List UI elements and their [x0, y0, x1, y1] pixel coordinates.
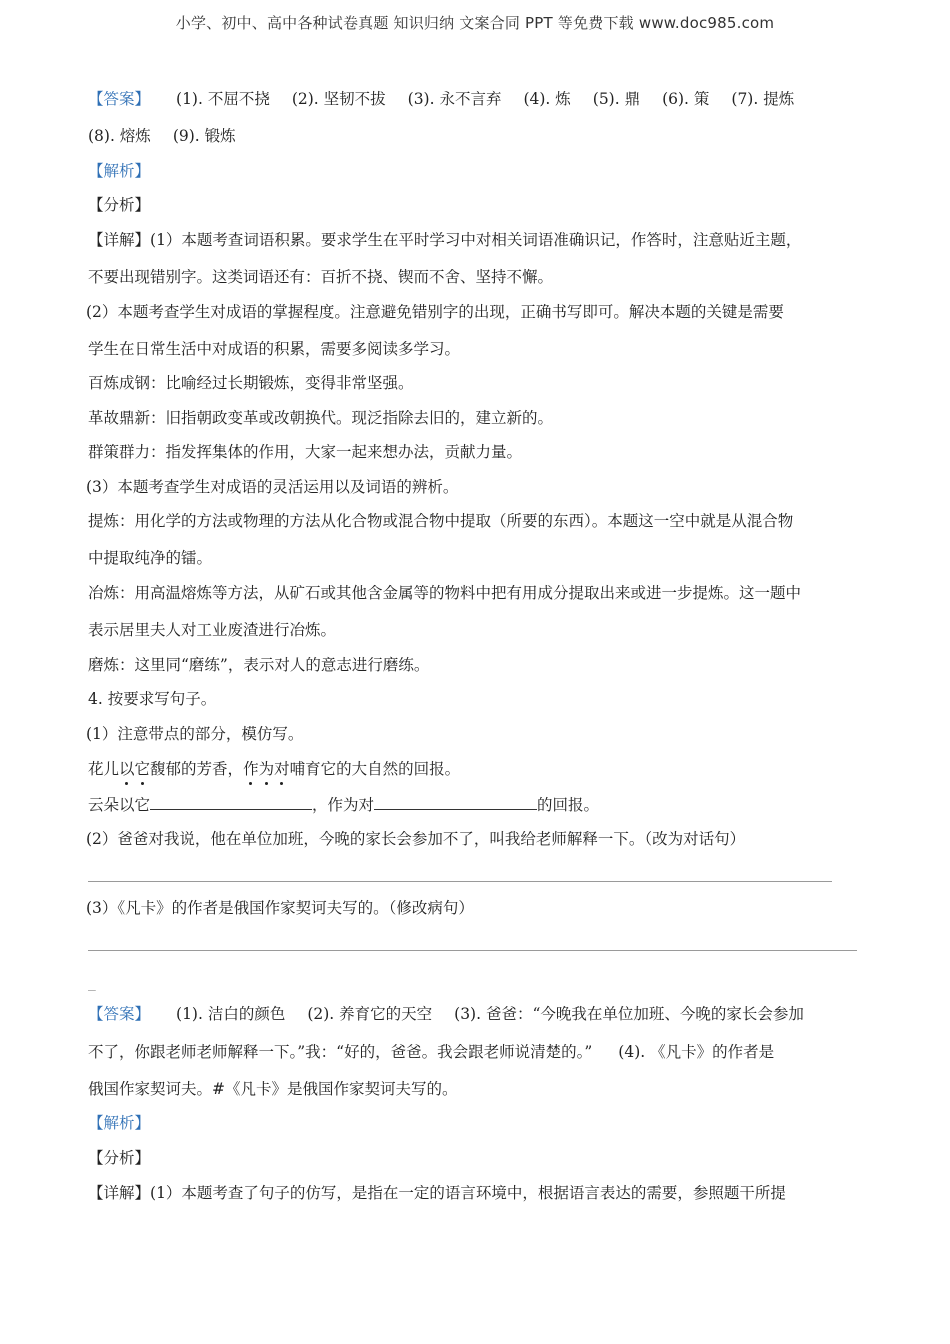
para-line: 学生在日常生活中对成语的积累，需要多阅读多学习。	[88, 340, 461, 358]
answer-item: (4). 炼	[523, 90, 571, 108]
answer-item: (1). 不屈不挠	[176, 90, 270, 108]
answer-tag: 【答案】	[88, 90, 151, 108]
answer-item: (6). 策	[662, 90, 710, 108]
answer-item: (3). 永不言弃	[407, 90, 502, 108]
analysis-tag: 【解析】	[88, 162, 151, 180]
answer-item: (1). 洁白的颜色	[176, 1005, 286, 1023]
para-line: (3）本题考查学生对成语的灵活运用以及词语的辨析。	[86, 478, 459, 496]
para-line: (2）本题考查学生对成语的掌握程度。注意避免错别字的出现，正确书写即可。解决本题的关键是需要	[86, 303, 784, 321]
dotted-char: 对	[274, 760, 290, 778]
para-line: 群策群力：指发挥集体的作用，大家一起来想办法，贡献力量。	[88, 443, 523, 461]
para-line: 冶炼：用高温熔炼等方法，从矿石或其他含金属等的物料中把有用成分提取出来或进一步提炼。这一题中	[88, 584, 802, 602]
answer-line-rule[interactable]	[88, 950, 857, 951]
answer-line-3	[88, 1004, 804, 1024]
para-line: 磨炼：这里同“磨练”，表示对人的意志进行磨练。	[88, 656, 430, 674]
example-text: 花儿	[88, 760, 120, 778]
answer-line-5: 俄国作家契诃夫。#《凡卡》是俄国作家契诃夫写的。	[88, 1080, 458, 1098]
example-text: 哺育它的大自然的回报。	[289, 760, 461, 778]
answer-item: (2). 坚韧不拔	[291, 90, 386, 108]
answer-line-2	[88, 126, 236, 146]
detail-tag: 【详解】	[88, 231, 151, 249]
answer-item: (3). 爸爸：“今晚我在单位加班、今晚的家长会参加	[454, 1005, 804, 1023]
detail-text: (1）本题考查了句子的仿写，是指在一定的语言环境中，根据语言表达的需要，参照题干所提	[150, 1184, 786, 1202]
answer-line-4	[88, 1042, 774, 1062]
answer-line-rule[interactable]	[88, 881, 832, 882]
dotted-char: 作	[243, 760, 259, 778]
dotted-char: 它	[134, 760, 151, 778]
para-line: 革故鼎新：旧指朝政变革或改朝换代。现泛指除去旧的，建立新的。	[88, 409, 554, 427]
para-line: 提炼：用化学的方法或物理的方法从化合物或混合物中提取（所要的东西）。本题这一空中就是从混合物	[88, 512, 794, 530]
answer-item: (5). 鼎	[592, 90, 641, 108]
detail-line-3	[88, 1183, 786, 1203]
fenxi-tag: 【分析】	[88, 1149, 151, 1167]
answer-item: (2). 养育它的天空	[307, 1005, 433, 1023]
example-sentence	[88, 759, 460, 779]
answer-tag: 【答案】	[88, 1005, 151, 1023]
detail-text: (1）本题考查词语积累。要求学生在平时学习中对相关词语准确识记，作答时，注意贴近主题，	[150, 231, 802, 249]
para-line: 百炼成钢：比喻经过长期锻炼，变得非常坚强。	[88, 374, 414, 392]
para-line: 中提取纯净的镭。	[88, 549, 213, 567]
question-sub-3: (3）《凡卡》的作者是俄国作家契诃夫写的。（修改病句）	[86, 899, 474, 917]
trailing-dash: _	[88, 973, 96, 991]
fill-blank[interactable]	[374, 795, 537, 810]
answer-item: (9). 锻炼	[172, 127, 236, 145]
fill-blank[interactable]	[150, 795, 312, 810]
detail-tag: 【详解】	[88, 1184, 151, 1202]
fill-text: 云朵以它	[88, 796, 151, 814]
question-title: 4. 按要求写句子。	[88, 690, 217, 708]
fill-sentence	[88, 795, 599, 815]
answer-item: (7). 提炼	[731, 90, 795, 108]
example-text: 馥郁的芳香，	[150, 760, 244, 778]
detail-line-2: 不要出现错别字。这类词语还有：百折不挠、锲而不舍、坚持不懈。	[88, 268, 554, 286]
dotted-char: 以	[119, 760, 135, 778]
para-line: 表示居里夫人对工业废渣进行冶炼。	[88, 621, 337, 639]
fill-text: 的回报。	[537, 796, 600, 814]
question-sub-2: (2）爸爸对我说，他在单位加班，今晚的家长会参加不了，叫我给老师解释一下。（改为对话句）	[86, 830, 746, 848]
dotted-char: 为	[258, 760, 275, 778]
fill-text: ，作为对	[312, 796, 375, 814]
analysis-tag: 【解析】	[88, 1114, 151, 1132]
question-sub-1: (1）注意带点的部分，模仿写。	[86, 725, 304, 743]
answer-item: (8). 熔炼	[88, 127, 151, 145]
detail-line-1	[88, 230, 801, 250]
page-header: 小学、初中、高中各种试卷真题 知识归纳 文案合同 PPT 等免费下载 www.doc985.com	[175, 14, 775, 32]
answer-item: 不了，你跟老师老师解释一下。”我：“好的，爸爸。我会跟老师说清楚的。”	[88, 1043, 593, 1061]
fenxi-tag: 【分析】	[88, 196, 151, 214]
answer-line-1	[88, 89, 794, 109]
answer-item: (4). 《凡卡》的作者是	[618, 1043, 775, 1061]
